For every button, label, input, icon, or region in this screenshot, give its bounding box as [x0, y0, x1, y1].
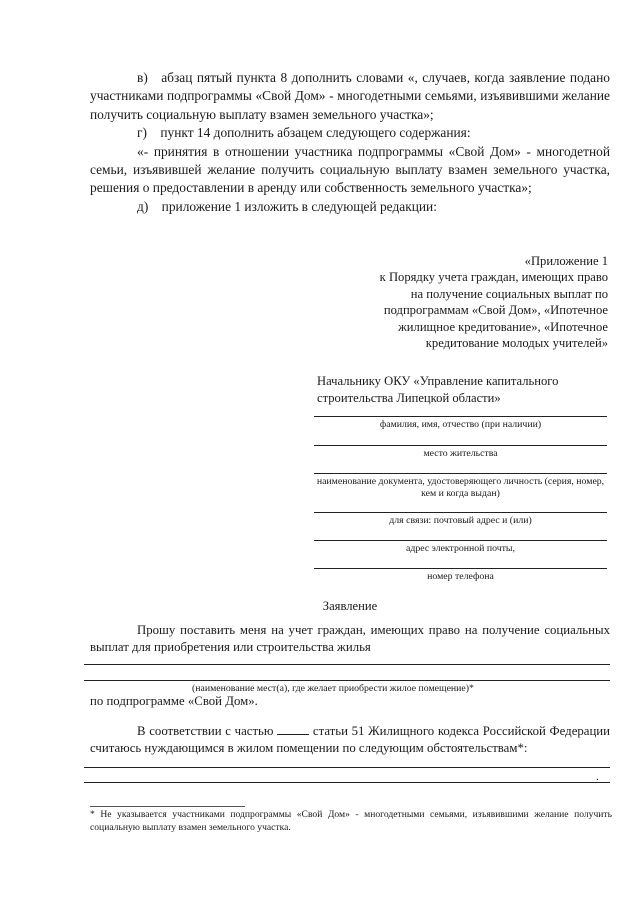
amendment-item-v: в) абзац пятый пункта 8 дополнить словами «, случаев, когда заявление подано участниками подпрограммы «Свой Дом» - многодетными семьями, изъявившими желание получить социальную выплату взамен земельного участка»;: [90, 70, 610, 122]
postal-address-field: [314, 512, 607, 527]
accordance-before: В соответствии с частью: [137, 724, 274, 738]
appendix-header: [348, 253, 608, 351]
amendment-item-g: г) пункт 14 дополнить абзацем следующего содержания:: [137, 125, 471, 141]
residence-field: [314, 445, 607, 460]
identity-document-field: [314, 473, 607, 501]
appendix-line: на получение социальных выплат по: [410, 286, 608, 301]
statement-program: [90, 693, 610, 710]
article-part-blank: [277, 722, 309, 735]
request-text: Прошу поставить меня на учет граждан, имеющих право на получение социальных выплат для приобретения или строительства жилья: [90, 623, 610, 655]
identity-document-hint: наименование документа, удостоверяющего личность (серия, номер, кем и когда выдан): [316, 476, 605, 500]
postal-address-hint: для связи: почтовый адрес и (или): [389, 515, 532, 526]
program-text: по подпрограмме «Свой Дом».: [90, 694, 258, 708]
amendments-block: [90, 69, 610, 216]
appendix-line: кредитование молодых учителей»: [425, 336, 608, 351]
amendment-item-d: д) приложение 1 изложить в следующей редакции:: [137, 198, 437, 214]
addressee-line: строительства Липецкой области»: [317, 391, 501, 405]
fill-line: [314, 445, 607, 446]
footnote-text: * Не указывается участниками подпрограммы «Свой Дом» - многодетными семьями, изъявившими желание получить социальную выплату взамен земельного участка.: [90, 809, 612, 833]
fill-line: [314, 568, 607, 569]
fill-line: [314, 512, 607, 513]
fill-line: [314, 540, 607, 541]
full-name-field: [314, 416, 607, 431]
statement-title: Заявление: [322, 599, 378, 613]
fill-line: [84, 664, 610, 665]
fill-line: [84, 767, 610, 768]
phone-field: [314, 568, 607, 583]
footnote-separator: [90, 806, 245, 807]
amendment-item-g-quote: «- принятия в отношении участника подпрограммы «Свой Дом» - многодетной семьи, изъявившей желание получить социальную выплату взамен земельного участка, решения о предоставлении в аренду или собственность земельного участка»;: [90, 143, 610, 196]
addressee-block: [317, 373, 607, 407]
fill-line: [84, 782, 610, 783]
appendix-line: «Приложение 1: [524, 254, 608, 268]
appendix-line: жилищное кредитование», «Ипотечное: [398, 319, 608, 334]
email-hint: адрес электронной почты,: [406, 543, 515, 554]
fill-line: [84, 680, 610, 681]
accordance-text: [90, 722, 610, 758]
addressee-line: Начальнику ОКУ «Управление капитального: [317, 374, 559, 388]
appendix-line: к Порядку учета граждан, имеющих право: [379, 270, 608, 285]
statement-accordance: [90, 722, 610, 758]
full-name-hint: фамилия, имя, отчество (при наличии): [379, 419, 542, 430]
email-field: [314, 540, 607, 555]
statement-request: [90, 622, 610, 657]
place-hint: (наименование мест(а), где желает приобрести жилое помещение)*: [192, 683, 474, 694]
fill-line: [314, 416, 607, 417]
line-period: .: [596, 771, 599, 783]
accordance-after: статьи 51 Жилищного кодекса Российской Федерации считаюсь нуждающимся в жилом помещении по следующим обстоятельствам*:: [90, 724, 610, 756]
appendix-line: подпрограммам «Свой Дом», «Ипотечное: [383, 303, 608, 318]
phone-hint: номер телефона: [427, 571, 494, 582]
residence-hint: место жительства: [423, 448, 498, 459]
fill-line: [314, 473, 607, 474]
